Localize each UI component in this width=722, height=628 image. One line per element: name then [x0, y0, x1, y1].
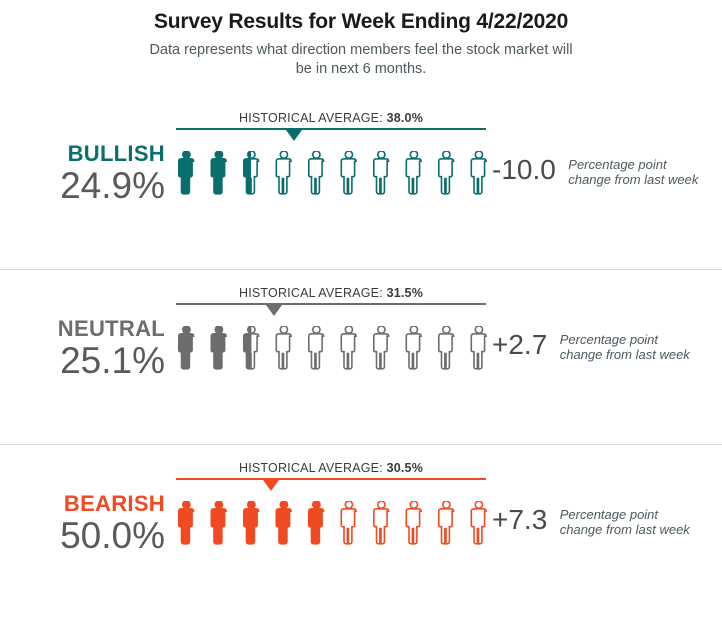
page-subtitle: Data represents what direction members feel the stock market will be in next 6 months.	[149, 42, 573, 77]
historical-average-line	[176, 478, 486, 480]
sentiment-row-bearish	[0, 444, 722, 619]
historical-average-value: 31.5%	[386, 286, 424, 300]
change-description-bearish: Percentage point change from last week	[559, 507, 690, 537]
sentiment-percent-bullish: 24.9%	[60, 165, 165, 206]
sentiment-label-bearish: BEARISH	[63, 491, 165, 516]
historical-average-bullish	[176, 111, 486, 141]
sentiment-percent-neutral: 25.1%	[60, 340, 165, 381]
historical-average-line	[176, 303, 486, 305]
change-value-bearish: +7.3	[492, 504, 548, 535]
sentiment-row-bullish	[0, 95, 722, 269]
sentiment-rows	[0, 95, 722, 619]
header	[0, 0, 722, 79]
historical-average-line	[176, 128, 486, 130]
historical-average-label: HISTORICAL AVERAGE:	[238, 286, 383, 300]
historical-average-text-bearish	[176, 461, 486, 475]
historical-average-neutral	[176, 286, 486, 316]
change-block-neutral	[492, 330, 722, 362]
sentiment-row-neutral	[0, 269, 722, 444]
sentiment-percent-bearish: 50.0%	[60, 515, 165, 556]
pictograph-bearish	[176, 501, 488, 585]
change-value-neutral: +2.7	[492, 329, 548, 360]
historical-average-marker-icon	[263, 480, 279, 491]
change-block-bearish	[492, 505, 722, 537]
historical-average-label: HISTORICAL AVERAGE:	[238, 111, 383, 125]
historical-average-value: 30.5%	[386, 461, 424, 475]
label-block-bullish	[0, 141, 175, 207]
label-block-bearish	[0, 491, 175, 557]
label-block-neutral	[0, 316, 175, 382]
change-value-bullish: -10.0	[492, 154, 556, 185]
sentiment-label-neutral: NEUTRAL	[57, 316, 165, 341]
historical-average-text-bullish	[176, 111, 486, 125]
historical-average-bearish	[176, 461, 486, 491]
change-description-bullish: Percentage point change from last week	[568, 157, 699, 187]
historical-average-marker-icon	[286, 130, 302, 141]
pictograph-neutral	[176, 326, 488, 410]
historical-average-label: HISTORICAL AVERAGE:	[238, 461, 383, 475]
pictograph-bullish	[176, 151, 488, 235]
change-description-neutral: Percentage point change from last week	[559, 332, 690, 362]
sentiment-label-bullish: BULLISH	[67, 141, 165, 166]
change-block-bullish	[492, 155, 722, 187]
historical-average-value: 38.0%	[386, 111, 424, 125]
page-title: Survey Results for Week Ending 4/22/2020	[153, 10, 569, 33]
historical-average-marker-icon	[266, 305, 282, 316]
historical-average-text-neutral	[176, 286, 486, 300]
